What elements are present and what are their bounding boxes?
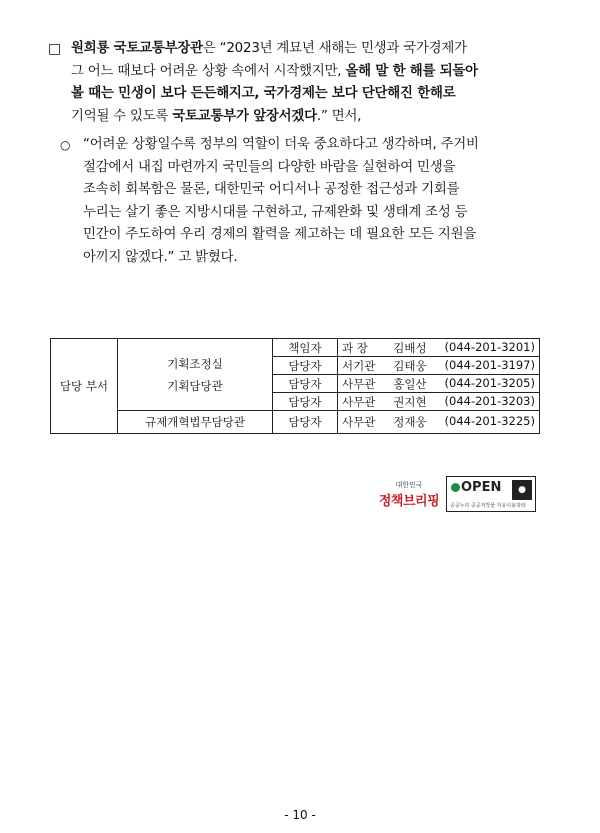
table-row	[51, 339, 540, 357]
p1-line-2-b: 올해 말 한 해를 되돌아	[345, 63, 478, 79]
open-subtext: 공공누리 공공저작물 자유이용허락	[450, 503, 526, 509]
role-cell: 책임자	[273, 339, 338, 357]
square-bullet-icon: □	[48, 41, 62, 57]
p2-line: 아끼지 않겠다.” 고 밝혔다.	[83, 249, 238, 265]
p2-line: 조속히 회복함은 물론, 대한민국 어디서나 공정한 접근성과 기회를	[83, 182, 460, 198]
p2-line: 누리는 살기 좋은 지방시대를 구현하고, 규제완화 및 생태계 조성 등	[83, 204, 468, 220]
contact-name: 김배성	[393, 340, 427, 355]
kogl-open-license-logo	[446, 476, 536, 512]
unit-regulatory: 규제개혁법무담당관	[118, 411, 273, 434]
p1-line-2-a: 그 어느 때보다 어려운 상황 속에서 시작했지만,	[71, 63, 346, 79]
p2-line: 절감에서 내집 마련까지 국민들의 다양한 바람을 실현하여 민생을	[83, 159, 456, 175]
unit-name-2: 기획담당관	[167, 378, 223, 393]
department-label: 담당 부서	[51, 339, 118, 434]
p1-line-4-b: 국토교통부가 앞장서겠다	[172, 108, 317, 124]
policy-briefing-logo	[378, 480, 440, 509]
contact-cell	[338, 393, 540, 411]
p1-line-3	[71, 83, 568, 106]
table-row	[51, 411, 540, 434]
open-dot-icon	[451, 483, 460, 492]
contact-title: 과 장	[342, 340, 368, 355]
contact-name: 정재웅	[393, 415, 427, 429]
role-cell: 담당자	[273, 357, 338, 375]
circle-bullet-icon: ○	[60, 138, 71, 152]
footer-logos	[378, 474, 536, 514]
unit-name-1: 기획조정실	[167, 356, 223, 371]
p1-line-2	[71, 61, 568, 84]
contact-name: 김태웅	[393, 358, 427, 373]
role-cell: 담당자	[273, 393, 338, 411]
p1-line-4	[71, 106, 568, 129]
contact-phone: (044-201-3201)	[444, 339, 535, 354]
paragraph-minister-quote	[48, 38, 568, 128]
contact-title: 서기관	[342, 358, 376, 373]
role-cell: 담당자	[273, 411, 338, 434]
contact-title: 사무관	[342, 376, 376, 391]
contact-cell	[338, 411, 540, 434]
minister-name: 원희룡 국토교통부장관	[71, 41, 203, 56]
open-text	[451, 480, 501, 495]
contact-table	[50, 338, 540, 434]
contact-phone: (044-201-3225)	[444, 414, 535, 428]
contact-cell	[338, 339, 540, 357]
p1-line-1	[71, 38, 568, 61]
contact-name: 홍일산	[393, 376, 427, 391]
open-label: OPEN	[461, 480, 502, 495]
contact-name: 권지현	[393, 394, 427, 409]
contact-phone: (044-201-3205)	[444, 375, 535, 390]
p2-line: 민간이 주도하여 우리 경제의 활력을 제고하는 데 필요한 모든 지원을	[83, 227, 477, 243]
license-type-icon: ●	[512, 480, 532, 500]
contact-title: 사무관	[342, 415, 376, 429]
p1-line-4-a: 기억될 수 있도록	[71, 108, 173, 124]
contact-title: 사무관	[342, 394, 376, 409]
p1-line-1-rest: 은 “2023년 계묘년 새해는 민생과 국가경제가	[202, 41, 467, 56]
p2-line: “어려운 상황일수록 정부의 역할이 더욱 중요하다고 생각하며, 주거비	[83, 137, 479, 152]
page-number: - 10 -	[284, 808, 316, 822]
paragraph-quote-continued	[60, 134, 560, 270]
p1-line-4-c: .” 면서,	[316, 108, 362, 124]
brand-big-text: 정책브리핑	[378, 493, 440, 509]
p1-line-3-a: 볼 때는 민생이 보다 든든해지고, 국가경제는 보다 단단해진 한해로	[71, 86, 456, 102]
contact-phone: (044-201-3197)	[444, 357, 535, 372]
role-cell: 담당자	[273, 375, 338, 393]
contact-phone: (044-201-3203)	[444, 393, 535, 408]
unit-planning	[118, 339, 273, 411]
brand-small-text: 대한민국	[395, 480, 423, 489]
contact-cell	[338, 375, 540, 393]
contact-cell	[338, 357, 540, 375]
